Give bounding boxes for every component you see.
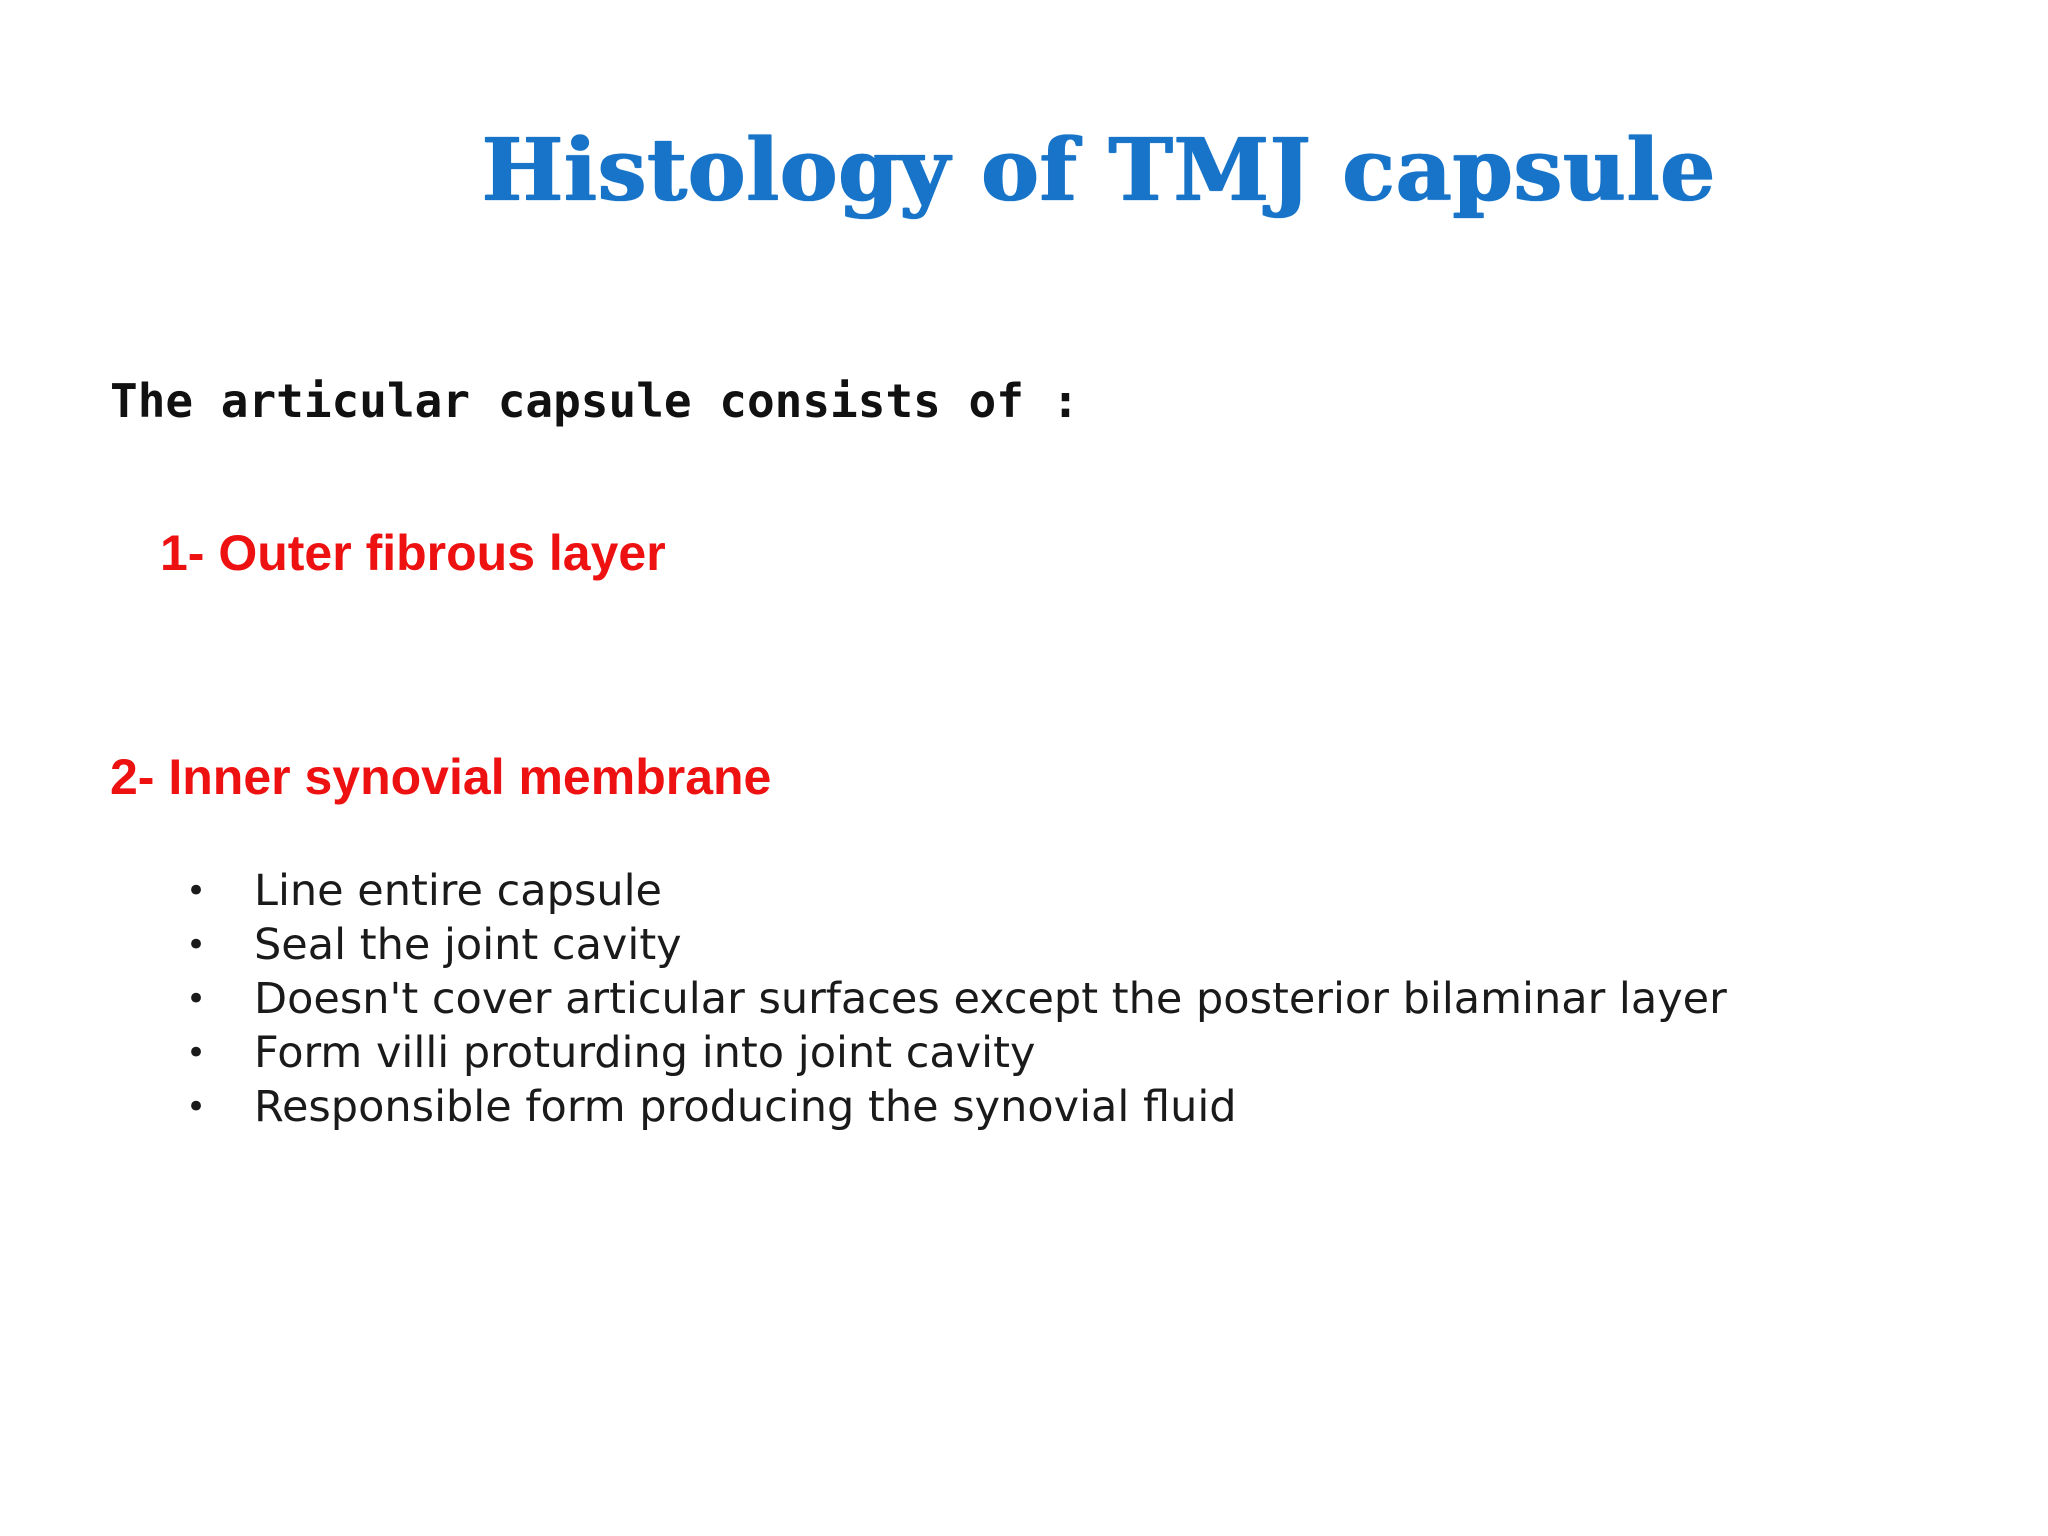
bullet-dot-icon: • xyxy=(186,979,207,1019)
bullet-item xyxy=(186,918,1727,972)
bullet-dot-icon: • xyxy=(186,1087,207,1127)
bullet-text: Responsible form producing the synovial fluid xyxy=(254,1082,1237,1132)
bullet-text: Form villi proturding into joint cavity xyxy=(254,1028,1036,1078)
section-heading-inner-synovial-membrane: 2- Inner synovial membrane xyxy=(110,749,772,805)
slide-title: Histology of TMJ capsule xyxy=(481,120,1717,221)
bullet-text: Line entire capsule xyxy=(254,866,662,916)
bullet-dot-icon: • xyxy=(186,871,207,911)
section-heading-outer-fibrous-layer: 1- Outer fibrous layer xyxy=(160,525,666,581)
bullet-text: Doesn't cover articular surfaces except the posterior bilaminar layer xyxy=(254,974,1727,1024)
bullet-item xyxy=(186,864,1727,918)
bullet-text: Seal the joint cavity xyxy=(254,920,682,970)
bullet-dot-icon: • xyxy=(186,925,207,965)
bullet-dot-icon: • xyxy=(186,1033,207,1073)
bullet-list xyxy=(186,864,1727,1134)
bullet-item xyxy=(186,1080,1727,1134)
intro-text: The articular capsule consists of : xyxy=(110,374,1080,428)
bullet-item xyxy=(186,972,1727,1026)
bullet-item xyxy=(186,1026,1727,1080)
